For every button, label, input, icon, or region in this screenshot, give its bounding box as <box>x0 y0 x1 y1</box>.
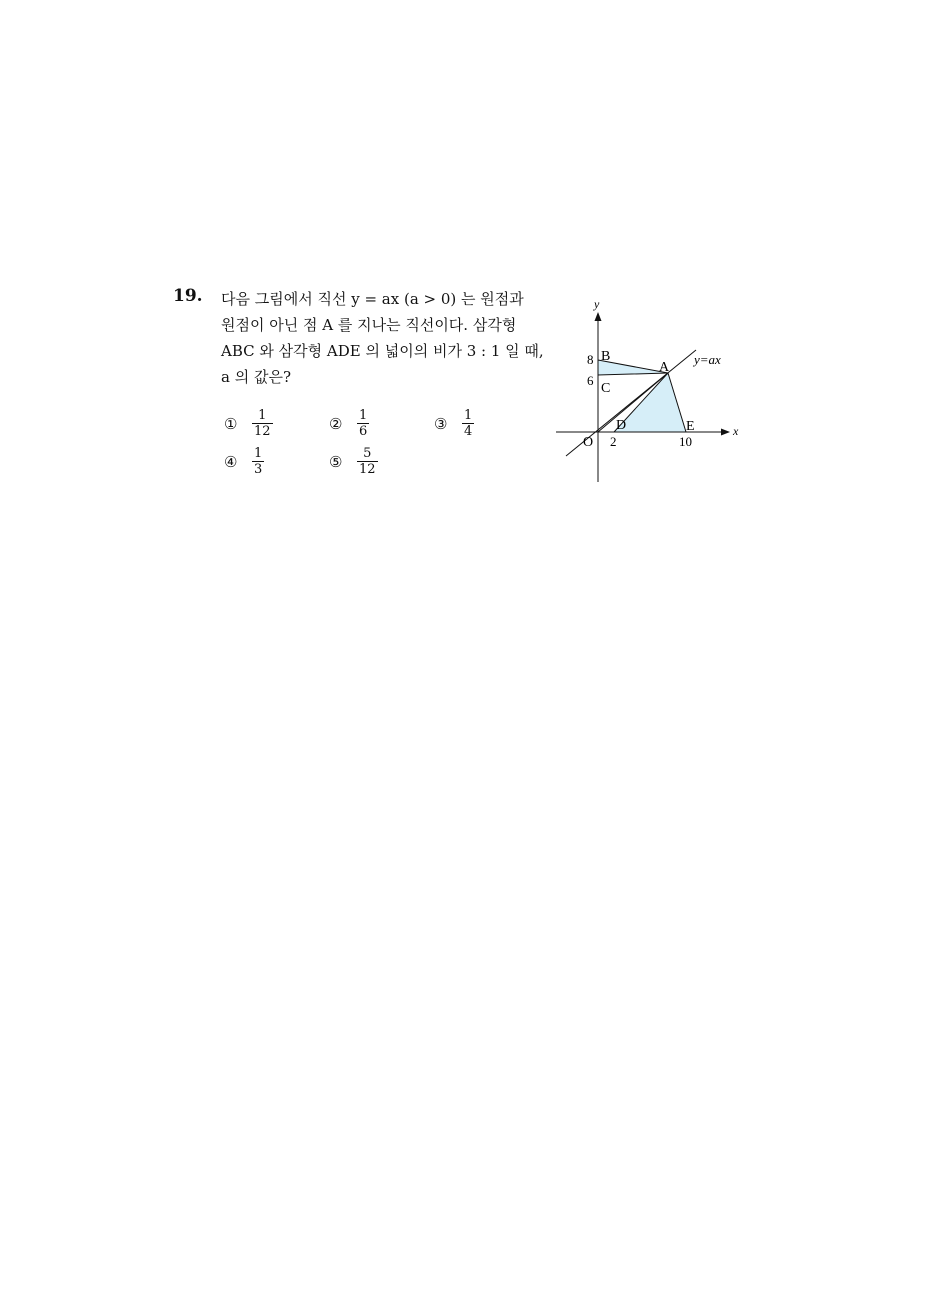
problem-stem <box>221 286 544 390</box>
y-axis-label: y <box>594 297 600 311</box>
x-axis-label: x <box>733 424 739 438</box>
point-b-label: B <box>601 349 611 364</box>
choice-2-numerator: 1 <box>359 408 368 423</box>
stem-line-3: ABC 와 삼각형 ADE 의 넓이의 비가 3 : 1 일 때, <box>221 342 544 360</box>
choice-1-numerator: 1 <box>258 408 267 423</box>
choice-1-fraction <box>252 408 273 439</box>
tick-x-2: 2 <box>610 434 617 449</box>
choice-3-denominator: 4 <box>464 424 473 439</box>
stem-line-4: a 의 값은? <box>221 368 291 386</box>
x-axis-arrow <box>721 429 730 436</box>
coordinate-figure <box>552 294 752 489</box>
stem-line-2: 원점이 아닌 점 A 를 지나는 직선이다. 삼각형 <box>221 316 517 334</box>
line-label: y=ax <box>694 352 721 367</box>
choice-1-mark: ① <box>224 414 238 433</box>
choice-4-fraction <box>252 446 264 477</box>
choice-2-mark: ② <box>329 414 343 433</box>
choice-5-fraction <box>357 446 378 477</box>
tick-y-8: 8 <box>587 352 594 367</box>
choice-5[interactable] <box>329 446 378 477</box>
choice-1-denominator: 12 <box>254 424 271 439</box>
tick-x-10: 10 <box>679 434 692 449</box>
choice-1[interactable] <box>224 408 273 439</box>
point-e-label: E <box>686 419 695 434</box>
choice-4-mark: ④ <box>224 452 238 471</box>
choice-2-denominator: 6 <box>359 424 368 439</box>
choice-2-fraction <box>357 408 369 439</box>
choice-3-fraction <box>462 408 474 439</box>
point-c-label: C <box>601 381 611 396</box>
tick-y-6: 6 <box>587 373 594 388</box>
point-a-label: A <box>659 360 670 375</box>
choice-3[interactable] <box>434 408 474 439</box>
choice-4-numerator: 1 <box>254 446 263 461</box>
choice-4-denominator: 3 <box>254 462 263 477</box>
y-axis-arrow <box>595 312 602 321</box>
stem-line-1: 다음 그림에서 직선 y = ax (a > 0) 는 원점과 <box>221 290 524 308</box>
choice-4[interactable] <box>224 446 264 477</box>
problem-number: 19. <box>173 286 203 306</box>
choice-5-denominator: 12 <box>359 462 376 477</box>
choice-3-numerator: 1 <box>464 408 473 423</box>
point-d-label: D <box>616 418 627 433</box>
choice-5-numerator: 5 <box>363 446 372 461</box>
choice-2[interactable] <box>329 408 369 439</box>
choice-5-mark: ⑤ <box>329 452 343 471</box>
choice-3-mark: ③ <box>434 414 448 433</box>
origin-label: O <box>583 435 594 450</box>
